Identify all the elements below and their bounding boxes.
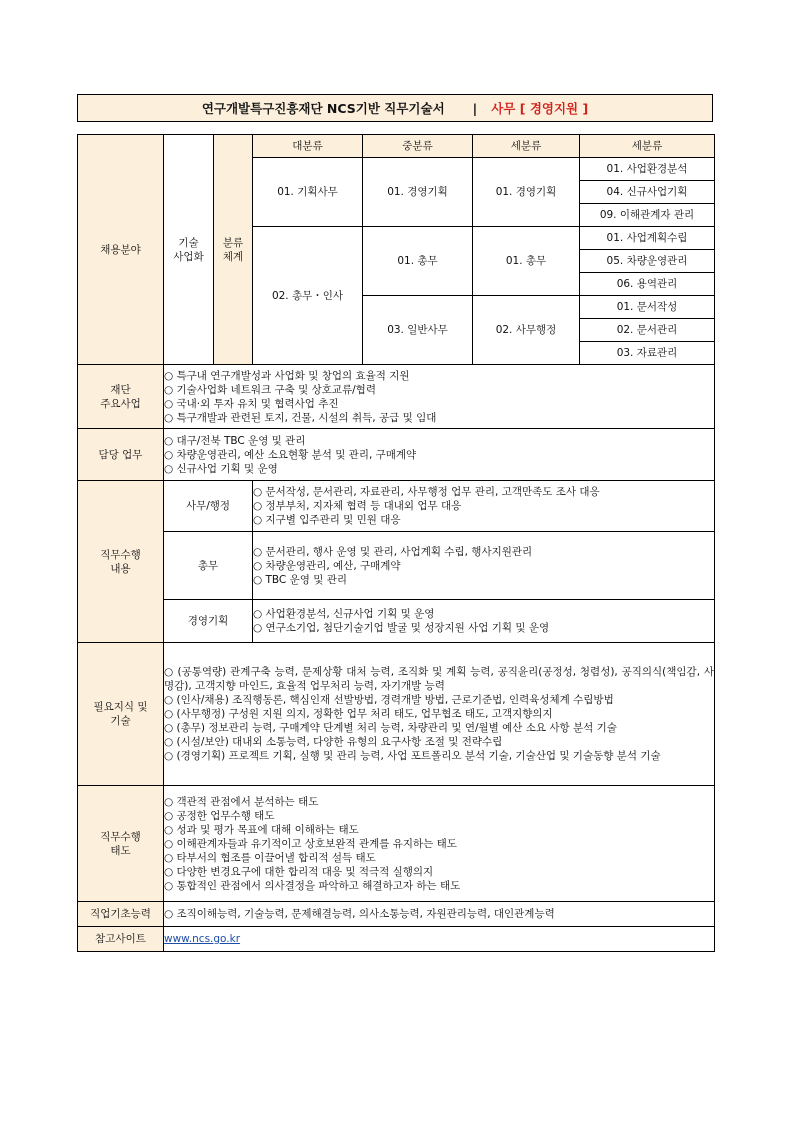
list-item: ○ 사업환경분석, 신규사업 기획 및 운영	[253, 608, 435, 620]
duties-list	[164, 429, 715, 481]
section-label-job-content: 직무수행 내용	[78, 481, 164, 643]
minor-cell: 01. 경영기획	[473, 158, 580, 227]
middle-cell: 01. 총무	[363, 227, 473, 296]
document-title: 연구개발특구진흥재단 NCS기반 직무기술서	[201, 101, 445, 116]
unit-cell: 01. 사업계획수립	[580, 227, 715, 250]
list-item: ○ 이해관계자들과 유기적이고 상호보완적 관계를 유지하는 태도	[164, 837, 457, 850]
list-item: ○ 통합적인 관점에서 의사결정을 파악하고 해결하고자 하는 태도	[164, 879, 461, 892]
unit-cell: 01. 사업환경분석	[580, 158, 715, 181]
list-item: ○ 특구내 연구개발성과 사업화 및 창업의 효율적 지원	[164, 369, 410, 382]
section-label-basic-ability: 직업기초능력	[78, 902, 164, 927]
header-major: 대분류	[253, 135, 363, 158]
job-group-name: 총무	[164, 532, 253, 600]
section-label-main-business: 재단 주요사업	[78, 365, 164, 429]
unit-cell: 04. 신규사업기획	[580, 181, 715, 204]
section-label-knowledge: 필요지식 및 기술	[78, 643, 164, 786]
major-cell: 02. 총무・인사	[253, 227, 363, 365]
list-item: ○ 신규사업 기획 및 운영	[164, 462, 278, 475]
basic-ability-text: ○ 조직이해능력, 기술능력, 문제해결능력, 의사소통능력, 자원관리능력, 대인관계능력	[164, 902, 715, 927]
list-item: ○ 다양한 변경요구에 대한 합리적 대응 및 적극적 실행의지	[164, 865, 434, 878]
list-item: ○ (총무) 정보관리 능력, 구매계약 단계별 처리 능력, 차량관리 및 연/월별 예산 소요 사항 분석 기술	[164, 722, 617, 734]
job-title: 사무 [ 경영지원 ]	[491, 101, 589, 116]
minor-cell: 02. 사무행정	[473, 296, 580, 365]
list-item: ○ 객관적 관점에서 분석하는 태도	[164, 795, 319, 808]
minor-cell: 01. 총무	[473, 227, 580, 296]
list-item: ○ TBC 운영 및 관리	[253, 573, 347, 586]
unit-cell: 05. 차량운영관리	[580, 250, 715, 273]
unit-cell: 06. 용역관리	[580, 273, 715, 296]
list-item: ○ 성과 및 평가 목표에 대해 이해하는 태도	[164, 823, 359, 836]
section-label-attitude: 직무수행 태도	[78, 786, 164, 902]
list-item: ○ 특구개발과 관련된 토지, 건물, 시설의 취득, 공급 및 임대	[164, 411, 437, 424]
job-group-name: 사무/행정	[164, 481, 253, 532]
list-item: ○ (경영기획) 프로젝트 기획, 실행 및 관리 능력, 사업 포트폴리오 분석 기술, 기술산업 및 기술동향 분석 기술	[164, 750, 661, 762]
list-item: ○ 타부서의 협조를 이끌어낼 합리적 설득 태도	[164, 851, 376, 864]
system-label: 분류 체계	[214, 135, 253, 365]
header-unit: 세분류	[580, 135, 715, 158]
header-middle: 중분류	[363, 135, 473, 158]
middle-cell: 01. 경영기획	[363, 158, 473, 227]
list-item: ○ (공통역량) 관계구축 능력, 문제상황 대처 능력, 조직화 및 계획 능력, 공직윤리(공정성, 청렴성), 공직의식(책임감, 사명감), 고객지향 마인드, 효율적 업무처리 능력, 자기개발 능력	[164, 666, 714, 692]
job-group-items	[253, 481, 715, 532]
list-item: ○ 공정한 업무수행 태도	[164, 809, 275, 822]
knowledge-list	[164, 643, 715, 786]
unit-cell: 09. 이해관계자 관리	[580, 204, 715, 227]
section-label-duties: 담당 업무	[78, 429, 164, 481]
list-item: ○ (사무행정) 구성원 지원 의지, 정확한 업무 처리 태도, 업무협조 태도, 고객지향의지	[164, 708, 553, 720]
job-group-items	[253, 532, 715, 600]
document-title-bar	[77, 94, 713, 122]
list-item: ○ 문서작성, 문서관리, 자료관리, 사무행정 업무 관리, 고객만족도 조사 대응	[253, 486, 600, 498]
title-separator: |	[472, 100, 478, 116]
section-label-reference: 참고사이트	[78, 927, 164, 952]
group-label: 기술 사업화	[164, 135, 214, 365]
list-item: ○ (시설/보안) 대내외 소통능력, 다양한 유형의 요구사항 조절 및 전략수립	[164, 736, 503, 748]
list-item: ○ 기술사업화 네트워크 구축 및 상호교류/협력	[164, 383, 376, 396]
list-item: ○ 문서관리, 행사 운영 및 관리, 사업계획 수립, 행사지원관리	[253, 545, 533, 558]
list-item: ○ 차량운영관리, 예산 소요현황 분석 및 관리, 구매계약	[164, 448, 417, 461]
header-minor: 세분류	[473, 135, 580, 158]
major-cell: 01. 기획사무	[253, 158, 363, 227]
job-description-table	[77, 134, 715, 952]
section-label-recruit-field: 채용분야	[78, 135, 164, 365]
ncs-site-link[interactable]: www.ncs.go.kr	[164, 933, 241, 945]
list-item: ○ 지구별 입주관리 및 민원 대응	[253, 514, 401, 526]
unit-cell: 03. 자료관리	[580, 342, 715, 365]
unit-cell: 02. 문서관리	[580, 319, 715, 342]
list-item: ○ 차량운영관리, 예산, 구매계약	[253, 559, 401, 572]
attitude-list	[164, 786, 715, 902]
main-business-list	[164, 365, 715, 429]
list-item: ○ 정부부처, 지자체 협력 등 대내외 업무 대응	[253, 500, 462, 512]
list-item: ○ (인사/채용) 조직행동론, 핵심인재 선발방법, 경력개발 방법, 근로기준법, 인력육성체계 수립방법	[164, 694, 614, 706]
job-group-items	[253, 600, 715, 643]
list-item: ○ 연구소기업, 첨단기술기업 발굴 및 성장지원 사업 기획 및 운영	[253, 622, 550, 634]
list-item: ○ 대구/전북 TBC 운영 및 관리	[164, 434, 306, 447]
middle-cell: 03. 일반사무	[363, 296, 473, 365]
job-group-name: 경영기획	[164, 600, 253, 643]
list-item: ○ 국내·외 투자 유치 및 협력사업 추진	[164, 397, 339, 410]
reference-cell	[164, 927, 715, 952]
unit-cell: 01. 문서작성	[580, 296, 715, 319]
